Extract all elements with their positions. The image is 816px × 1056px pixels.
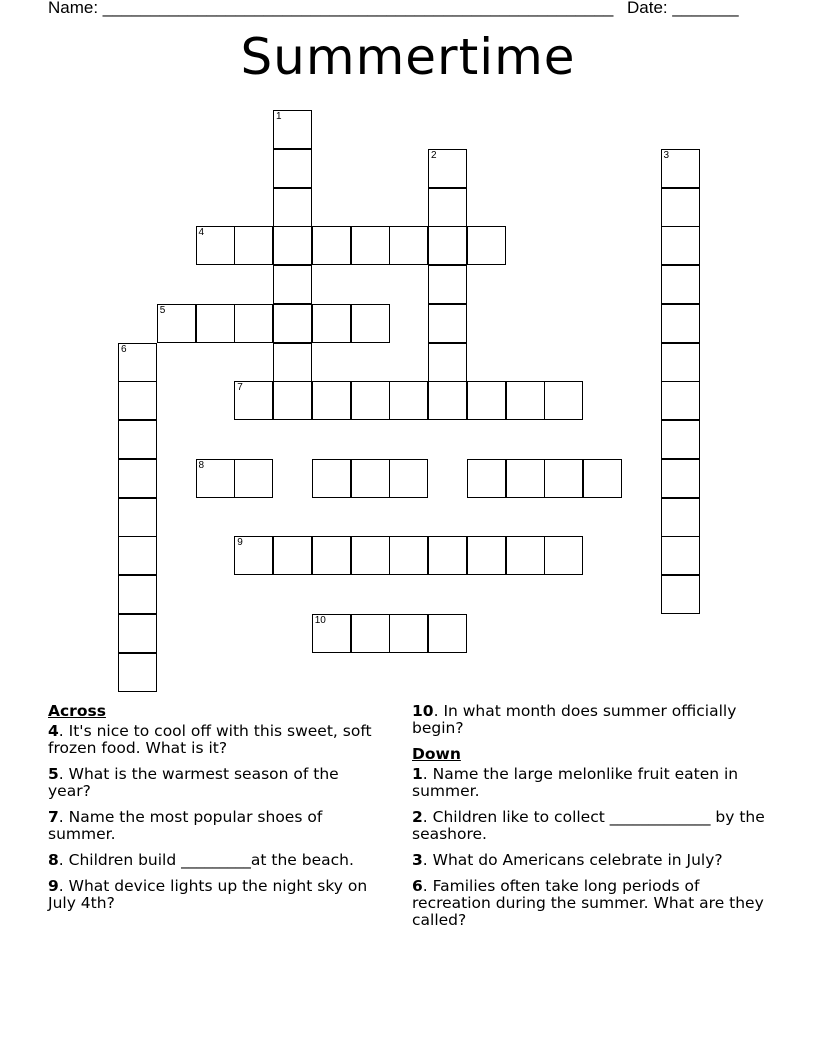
- clue-number: 1: [412, 765, 423, 783]
- clue-down-6: 6. Families often take long periods of recreation during the summer. What are they called?: [412, 877, 764, 929]
- crossword-cell[interactable]: [661, 149, 700, 188]
- clue-number: 9: [48, 877, 59, 895]
- crossword-cell[interactable]: [118, 459, 157, 498]
- cell-number: 8: [198, 459, 205, 471]
- clue-text: Children like to collect _____________ by the seashore.: [412, 808, 765, 843]
- across-heading: Across: [48, 702, 106, 720]
- name-field-label: Name: ______________________________________________________: [48, 0, 614, 17]
- crossword-cell[interactable]: [312, 614, 351, 653]
- crossword-cell[interactable]: [196, 226, 235, 265]
- crossword-cell[interactable]: [428, 304, 467, 343]
- cell-number: 10: [314, 614, 326, 626]
- crossword-cell[interactable]: [234, 536, 273, 575]
- crossword-cell[interactable]: [428, 265, 467, 304]
- crossword-cell[interactable]: [506, 536, 545, 575]
- crossword-cell[interactable]: [273, 226, 312, 265]
- down-heading: Down: [412, 745, 461, 763]
- crossword-cell[interactable]: [196, 459, 235, 498]
- crossword-cell[interactable]: [118, 498, 157, 537]
- crossword-cell[interactable]: [661, 536, 700, 575]
- crossword-cell[interactable]: [118, 536, 157, 575]
- crossword-cell[interactable]: [273, 188, 312, 227]
- crossword-cell[interactable]: [273, 110, 312, 149]
- crossword-cell[interactable]: [351, 459, 390, 498]
- clue-across-9: 9. What device lights up the night sky on July 4th?: [48, 877, 368, 912]
- cell-number: 5: [159, 304, 166, 316]
- crossword-cell[interactable]: [234, 304, 273, 343]
- clue-text: What device lights up the night sky on July 4th?: [48, 877, 368, 912]
- cell-number: 2: [431, 149, 437, 161]
- crossword-cell[interactable]: [428, 226, 467, 265]
- crossword-cell[interactable]: [234, 459, 273, 498]
- clues-column-right: [412, 703, 772, 938]
- crossword-cell[interactable]: [428, 188, 467, 227]
- clue-across-5: 5. What is the warmest season of the year?: [48, 765, 339, 800]
- crossword-cell[interactable]: [428, 149, 467, 188]
- crossword-cell[interactable]: [428, 536, 467, 575]
- crossword-cell[interactable]: [312, 304, 351, 343]
- clue-text: What do Americans celebrate in July?: [432, 851, 723, 869]
- cell-number: 3: [663, 149, 670, 161]
- crossword-cell[interactable]: [118, 343, 157, 382]
- clue-number: 5: [48, 765, 59, 783]
- clue-number: 2: [412, 808, 423, 826]
- cell-number: 1: [276, 111, 282, 122]
- crossword-cell[interactable]: [234, 381, 273, 420]
- crossword-cell[interactable]: [661, 188, 700, 227]
- crossword-cell[interactable]: [389, 226, 428, 265]
- crossword-cell[interactable]: [467, 536, 506, 575]
- clue-number: 4: [48, 722, 59, 740]
- crossword-cell[interactable]: [389, 614, 428, 653]
- crossword-cell[interactable]: [312, 226, 351, 265]
- crossword-cell[interactable]: [351, 614, 390, 653]
- crossword-cell[interactable]: [661, 498, 700, 537]
- crossword-cell[interactable]: [661, 226, 700, 265]
- clue-number: 3: [412, 851, 423, 869]
- crossword-cell[interactable]: [273, 304, 312, 343]
- crossword-cell[interactable]: [118, 614, 157, 653]
- crossword-cell[interactable]: [351, 381, 390, 420]
- crossword-cell[interactable]: [351, 536, 390, 575]
- clue-number: 8: [48, 851, 59, 869]
- crossword-cell[interactable]: [389, 381, 428, 420]
- crossword-cell[interactable]: [273, 381, 312, 420]
- clue-number: 10: [412, 702, 434, 720]
- crossword-cell[interactable]: [428, 343, 467, 382]
- date-field-label: Date: _______: [627, 0, 739, 17]
- crossword-cell[interactable]: [661, 265, 700, 304]
- crossword-cell[interactable]: [273, 343, 312, 382]
- crossword-cell[interactable]: [467, 226, 506, 265]
- clue-text: Name the most popular shoes of summer.: [48, 808, 323, 843]
- clue-text: It's nice to cool off with this sweet, soft frozen food. What is it?: [48, 722, 372, 757]
- puzzle-title: Summertime: [240, 28, 576, 86]
- crossword-cell[interactable]: [273, 265, 312, 304]
- crossword-cell[interactable]: [428, 614, 467, 653]
- crossword-cell[interactable]: [312, 459, 351, 498]
- crossword-cell[interactable]: [389, 459, 428, 498]
- crossword-cell[interactable]: [544, 536, 583, 575]
- crossword-cell[interactable]: [467, 381, 506, 420]
- clue-text: Name the large melonlike fruit eaten in summer.: [412, 765, 739, 800]
- crossword-cell[interactable]: [661, 304, 700, 343]
- crossword-cell[interactable]: [351, 226, 390, 265]
- crossword-cell[interactable]: [312, 536, 351, 575]
- crossword-cell[interactable]: [506, 459, 545, 498]
- crossword-cell[interactable]: [273, 149, 312, 188]
- crossword-cell[interactable]: [234, 226, 273, 265]
- clue-down-3: 3. What do Americans celebrate in July?: [412, 851, 723, 869]
- crossword-cell[interactable]: [351, 304, 390, 343]
- clue-across-10: 10. In what month does summer officially begin?: [412, 702, 737, 737]
- crossword-cell[interactable]: [273, 536, 312, 575]
- crossword-cell[interactable]: [157, 304, 196, 343]
- cell-number: 9: [237, 537, 243, 549]
- clue-number: 6: [412, 877, 423, 895]
- crossword-cell[interactable]: [506, 381, 545, 420]
- cell-number: 7: [237, 382, 243, 394]
- crossword-cell[interactable]: [312, 381, 351, 420]
- clue-text: What is the warmest season of the year?: [48, 765, 339, 800]
- crossword-cell[interactable]: [583, 459, 622, 498]
- clue-number: 7: [48, 808, 59, 826]
- crossword-cell[interactable]: [661, 420, 700, 459]
- crossword-cell[interactable]: [389, 536, 428, 575]
- crossword-cell[interactable]: [196, 304, 235, 343]
- crossword-cell[interactable]: [467, 459, 506, 498]
- cell-number: 4: [198, 227, 205, 239]
- clue-text: Families often take long periods of recreation during the summer. What are they called?: [412, 877, 764, 929]
- clue-down-1: 1. Name the large melonlike fruit eaten in summer.: [412, 765, 739, 800]
- crossword-cell[interactable]: [118, 420, 157, 459]
- clue-across-8: 8. Children build _________at the beach.: [48, 851, 354, 869]
- clue-text: In what month does summer officially begin?: [412, 702, 737, 737]
- crossword-cell[interactable]: [661, 575, 700, 614]
- crossword-cell[interactable]: [544, 459, 583, 498]
- crossword-cell[interactable]: [661, 459, 700, 498]
- crossword-cell[interactable]: [118, 575, 157, 614]
- clue-across-7: 7. Name the most popular shoes of summer.: [48, 808, 323, 843]
- crossword-cell[interactable]: [428, 381, 467, 420]
- cell-number: 6: [121, 343, 127, 355]
- clue-text: Children build _________at the beach.: [68, 851, 354, 869]
- crossword-cell[interactable]: [661, 381, 700, 420]
- crossword-cell[interactable]: [118, 653, 157, 692]
- crossword-cell[interactable]: [661, 343, 700, 382]
- clues-column-left: [48, 703, 383, 921]
- clue-down-2: 2. Children like to collect _____________ by the seashore.: [412, 808, 765, 843]
- crossword-cell[interactable]: [118, 381, 157, 420]
- crossword-cell[interactable]: [544, 381, 583, 420]
- clue-across-4: 4. It's nice to cool off with this sweet, soft frozen food. What is it?: [48, 722, 372, 757]
